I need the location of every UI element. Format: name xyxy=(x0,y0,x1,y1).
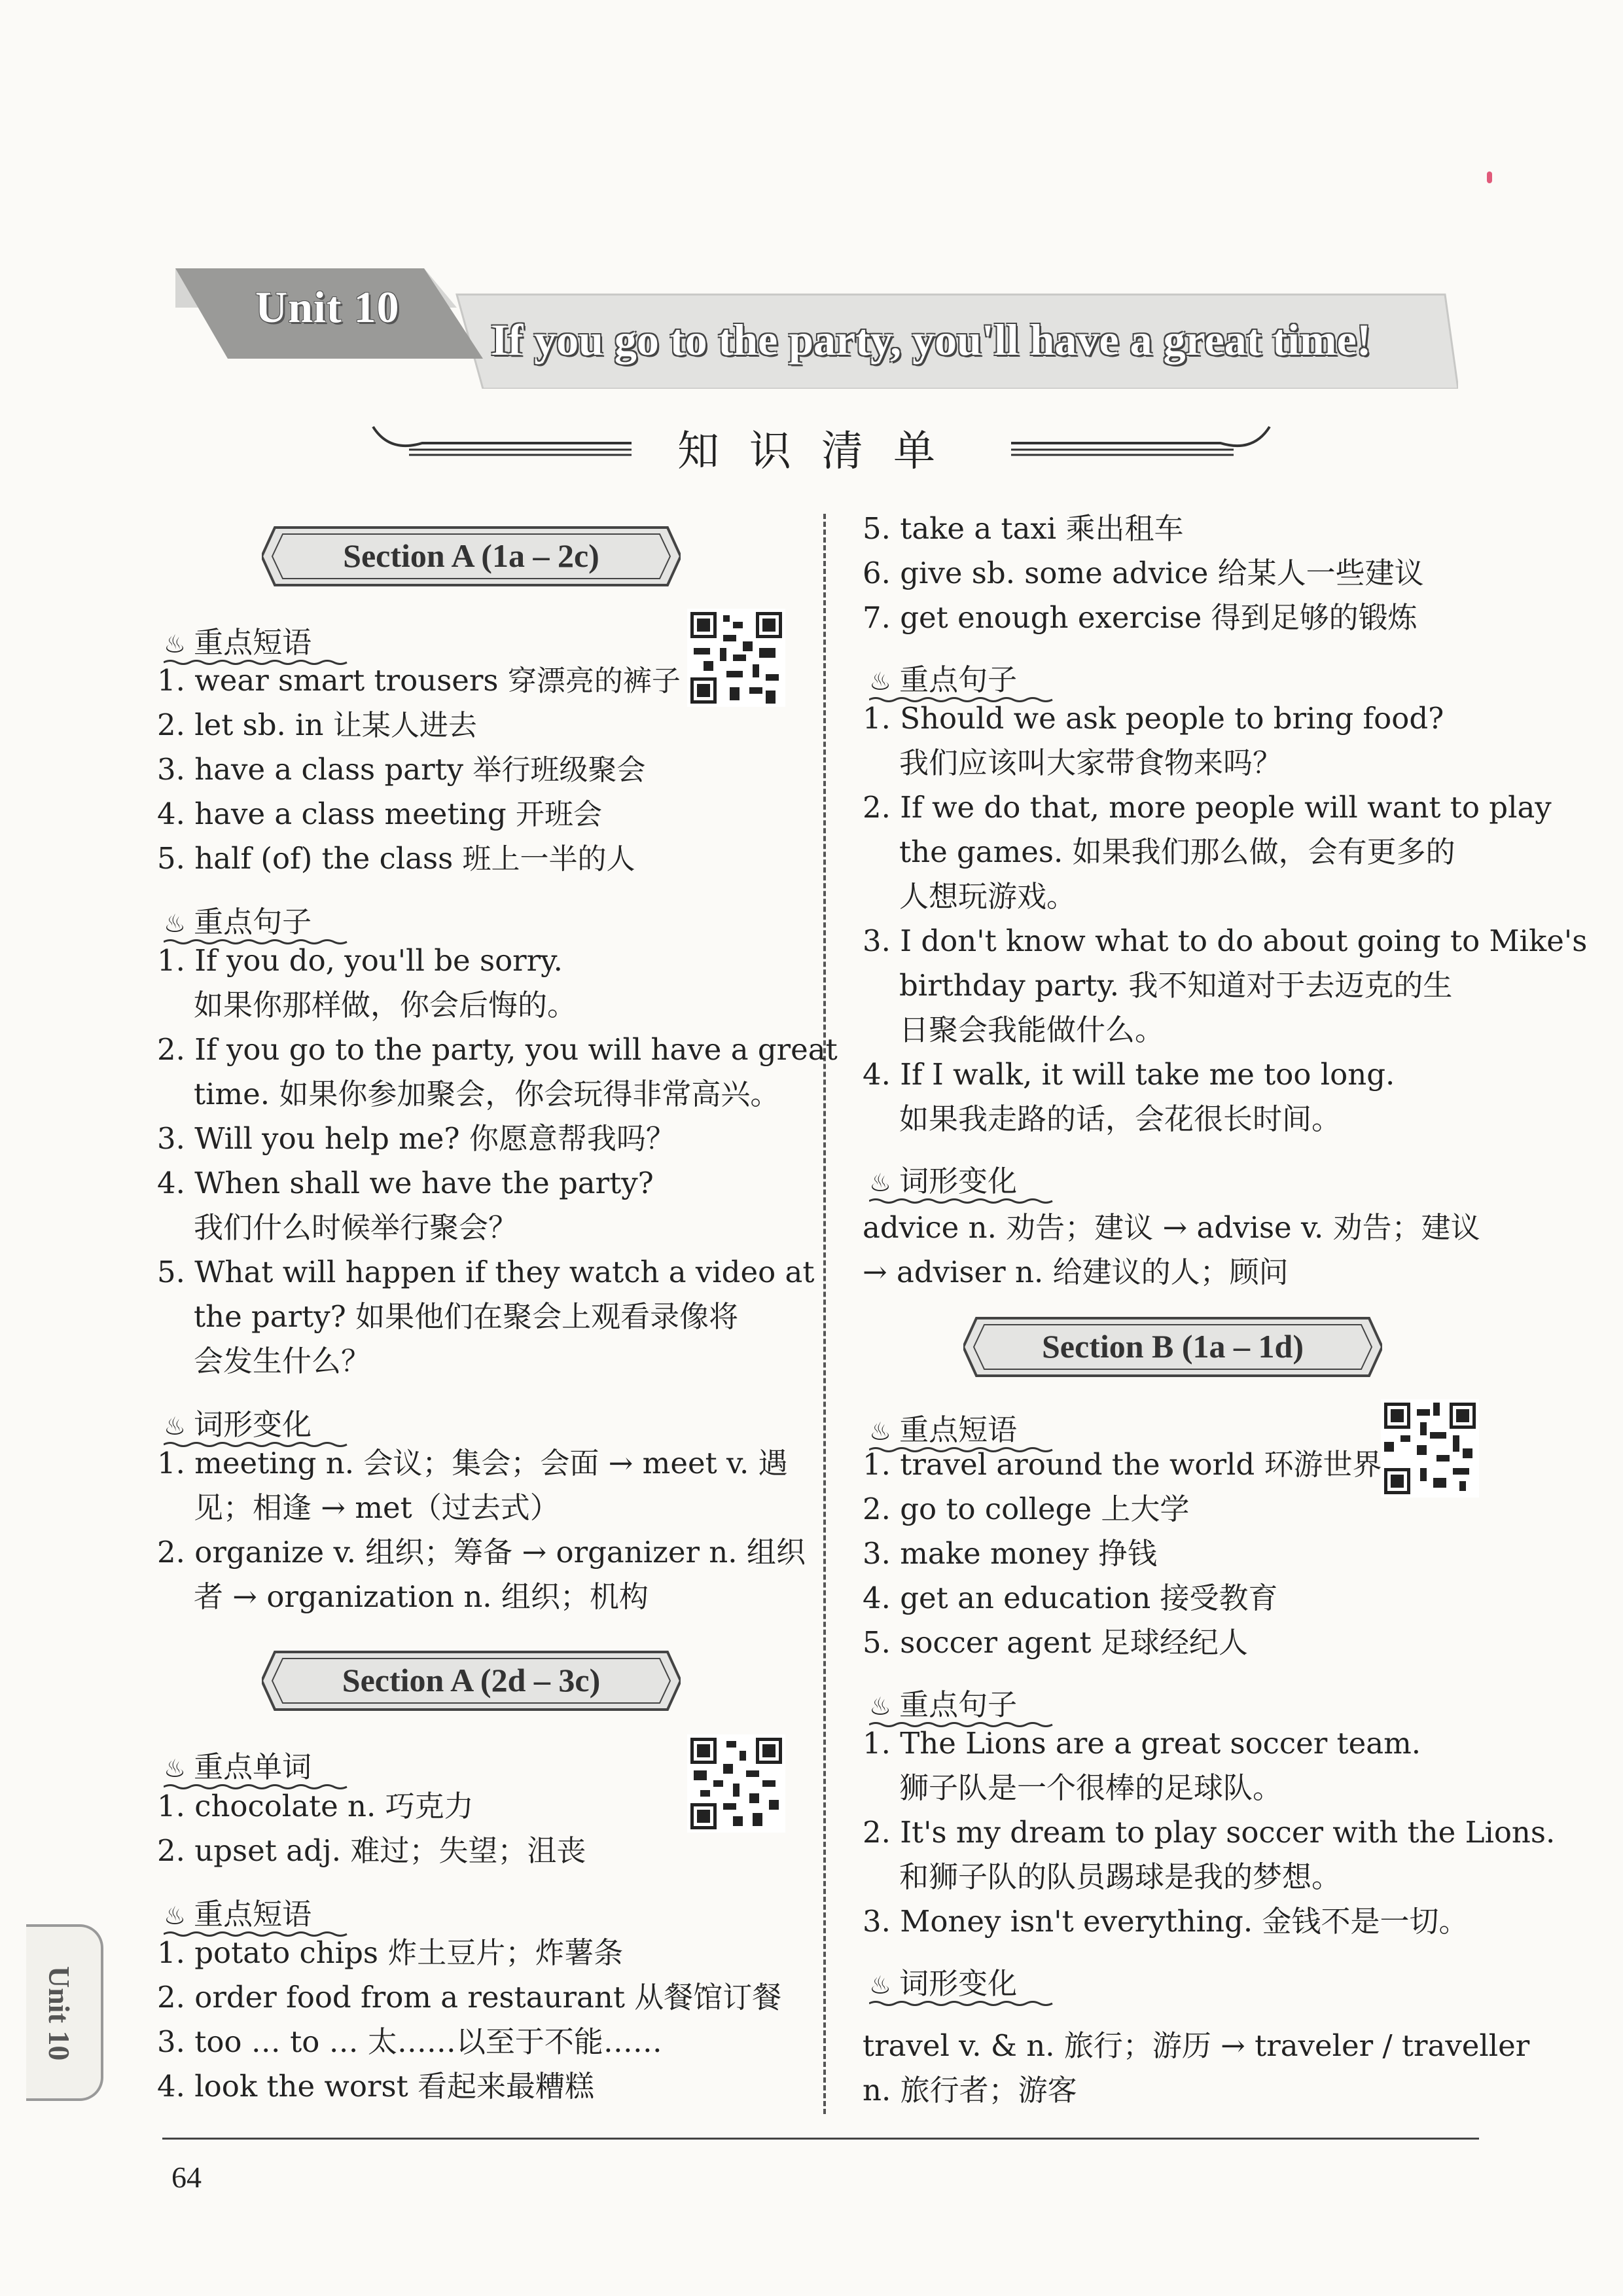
word-form-line: → adviser n. 给建议的人；顾问 xyxy=(863,1255,1289,1289)
word-form-line: travel v. & n. 旅行；游历 → traveler / traveller xyxy=(863,2028,1530,2063)
word-form-line: 1. meeting n. 会议；集会；会面 → meet v. 遇 xyxy=(157,1446,788,1480)
sentence-line: 我们应该叫大家带食物来吗？ xyxy=(899,745,1283,780)
steam-icon: ♨ xyxy=(869,1971,892,2000)
unit-label: Unit 10 xyxy=(255,282,400,332)
qr-code-icon[interactable] xyxy=(1381,1399,1479,1498)
steam-icon: ♨ xyxy=(164,630,187,658)
sentence-line: time. 如果你参加聚会，你会玩得非常高兴。 xyxy=(194,1077,780,1111)
phrase-item: 6. give sb. some advice 给某人一些建议 xyxy=(863,556,1424,590)
phrase-item: 7. get enough exercise 得到足够的锻炼 xyxy=(863,600,1418,635)
sentence-line: 和狮子队的队员踢球是我的梦想。 xyxy=(899,1859,1342,1894)
sentence-line: 日聚会我能做什么。 xyxy=(899,1013,1165,1047)
sentence-line: 3. Money isn't everything. 金钱不是一切。 xyxy=(863,1904,1469,1939)
phrase-item: 2. go to college 上大学 xyxy=(863,1492,1190,1526)
word-form-line: n. 旅行者；游客 xyxy=(863,2073,1077,2108)
unit-side-tab: Unit 10 xyxy=(26,1924,103,2101)
phrase-item: 5. half (of) the class 班上一半的人 xyxy=(157,841,635,876)
phrase-item: 1. wear smart trousers 穿漂亮的裤子 xyxy=(157,663,681,698)
section-label: Section A (2d – 3c) xyxy=(342,1662,601,1698)
knowledge-list-title: 知识清单 xyxy=(677,427,965,476)
sentence-line: 2. If you go to the party, you will have a great xyxy=(157,1032,838,1067)
sentence-line: 1. The Lions are a great soccer team. xyxy=(863,1726,1421,1761)
sentence-line: 人想玩游戏。 xyxy=(899,879,1077,914)
pink-mark xyxy=(1487,171,1492,183)
phrase-item: 3. make money 挣钱 xyxy=(863,1536,1158,1571)
phrase-item: 2. let sb. in 让某人进去 xyxy=(157,708,477,742)
word-form-line: advice n. 劝告；建议 → advise v. 劝告；建议 xyxy=(863,1210,1480,1245)
sentence-line: 4. If I walk, it will take me too long. xyxy=(863,1057,1395,1092)
phrase-item: 1. travel around the world 环游世界 xyxy=(863,1447,1382,1482)
phrase-item: 4. have a class meeting 开班会 xyxy=(157,797,602,831)
sentences-heading-2: ♨ 重点句子 xyxy=(869,1681,1017,1723)
steam-icon: ♨ xyxy=(164,1754,187,1783)
phrases-heading: ♨ 重点短语 xyxy=(164,619,312,661)
sentence-line: 会发生什么？ xyxy=(194,1344,371,1378)
column-divider xyxy=(823,514,826,2114)
section-a-1a-2c-box xyxy=(262,525,681,588)
word-form-line: 2. organize v. 组织；筹备 → organizer n. 组织 xyxy=(157,1535,806,1570)
sentence-line: the games. 如果我们那么做，会有更多的 xyxy=(899,834,1455,869)
section-label: Section B (1a – 1d) xyxy=(1042,1328,1304,1365)
phrase-item: 1. potato chips 炸土豆片；炸薯条 xyxy=(157,1935,624,1970)
section-b-1a-1d-box xyxy=(963,1316,1382,1378)
steam-icon: ♨ xyxy=(869,667,892,696)
vocab-line: 1. chocolate n. 巧克力 xyxy=(157,1789,474,1823)
steam-icon: ♨ xyxy=(869,1417,892,1446)
vocab-line: 2. upset adj. 难过；失望；沮丧 xyxy=(157,1833,586,1868)
phrase-item: 5. soccer agent 足球经纪人 xyxy=(863,1625,1248,1660)
sentences-heading: ♨ 重点句子 xyxy=(869,656,1017,698)
steam-icon: ♨ xyxy=(869,1692,892,1721)
sentence-line: 1. If you do, you'll be sorry. xyxy=(157,943,563,978)
phrase-item: 4. look the worst 看起来最糟糕 xyxy=(157,2069,594,2104)
phrases-heading-2: ♨ 重点短语 xyxy=(164,1890,312,1933)
sentence-line: 4. When shall we have the party? xyxy=(157,1166,654,1200)
section-label: Section A (1a – 2c) xyxy=(343,537,599,574)
steam-icon: ♨ xyxy=(164,909,187,938)
word-forms-heading: ♨ 词形变化 xyxy=(869,1157,1017,1200)
sentence-line: 如果我走路的话，会花很长时间。 xyxy=(899,1102,1342,1136)
knowledge-list-header xyxy=(370,414,1273,479)
sentence-line: 2. It's my dream to play soccer with the Lions. xyxy=(863,1815,1556,1850)
sentence-line: 如果你那样做，你会后悔的。 xyxy=(194,988,577,1022)
word-form-line: 见；相逢 → met（过去式） xyxy=(194,1490,560,1525)
sentence-line: 3. I don't know what to do about going to Mike's xyxy=(863,924,1588,958)
sentence-line: 5. What will happen if they watch a video at xyxy=(157,1255,815,1289)
phrases-heading: ♨ 重点短语 xyxy=(869,1406,1017,1448)
qr-code-icon[interactable] xyxy=(687,609,785,707)
phrase-item: 2. order food from a restaurant 从餐馆订餐 xyxy=(157,1980,782,2015)
phrase-item: 5. take a taxi 乘出租车 xyxy=(863,511,1184,546)
sentence-line: the party? 如果他们在聚会上观看录像将 xyxy=(194,1299,739,1334)
word-forms-heading: ♨ 词形变化 xyxy=(164,1401,312,1443)
word-forms-heading-2: ♨ 词形变化 xyxy=(869,1960,1017,2002)
sentence-line: 2. If we do that, more people will want to play xyxy=(863,790,1552,825)
steam-icon: ♨ xyxy=(164,1901,187,1930)
word-form-line: 者 → organization n. 组织；机构 xyxy=(194,1579,649,1614)
sentence-line: 狮子队是一个很棒的足球队。 xyxy=(899,1770,1283,1805)
unit-title: If you go to the party, you'll have a great time! xyxy=(491,315,1372,365)
vocab-heading: ♨ 重点单词 xyxy=(164,1743,312,1785)
phrase-item: 4. get an education 接受教育 xyxy=(863,1581,1278,1615)
sentence-line: 我们什么时候举行聚会？ xyxy=(194,1210,518,1245)
sentence-line: 1. Should we ask people to bring food? xyxy=(863,701,1444,736)
phrase-item: 3. have a class party 举行班级聚会 xyxy=(157,752,646,787)
phrase-item: 3. too … to … 太……以至于不能…… xyxy=(157,2024,662,2059)
sentence-line: 3. Will you help me? 你愿意帮我吗？ xyxy=(157,1121,675,1156)
steam-icon: ♨ xyxy=(869,1168,892,1197)
sentence-line: birthday party. 我不知道对于去迈克的生 xyxy=(899,968,1453,1003)
section-a-2d-3c-box xyxy=(262,1649,681,1712)
steam-icon: ♨ xyxy=(164,1412,187,1441)
sentences-heading: ♨ 重点句子 xyxy=(164,898,312,941)
footer-rule xyxy=(162,2138,1479,2140)
qr-code-icon[interactable] xyxy=(687,1734,785,1833)
page-number: 64 xyxy=(171,2161,202,2194)
